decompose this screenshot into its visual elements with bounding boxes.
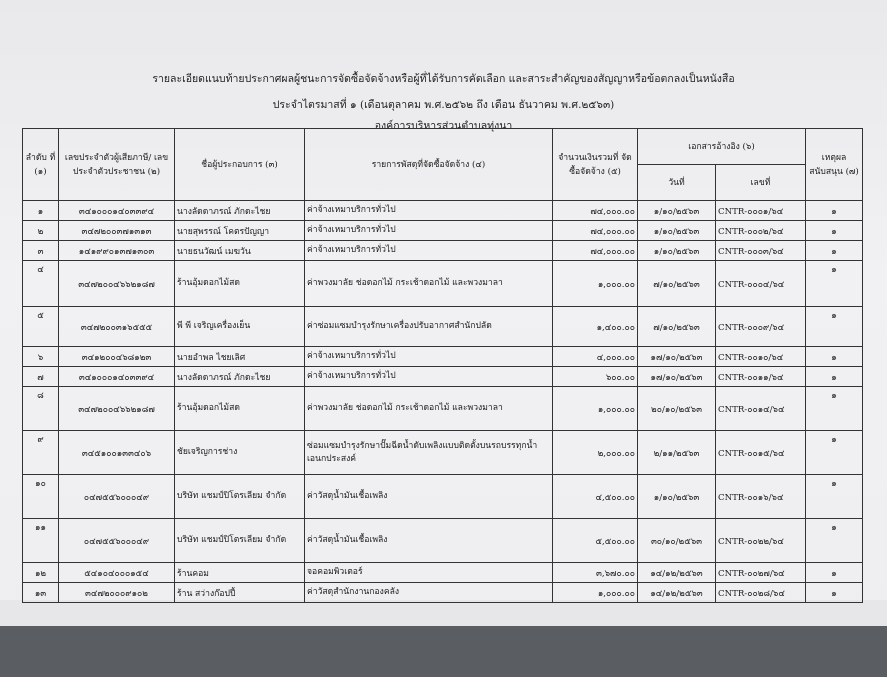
cell-item: ค่าจ้างเหมาบริการทั่วไป	[305, 367, 553, 387]
cell-amount: ๕,๕๐๐.๐๐	[553, 519, 638, 563]
cell-date: ๑๗/๑๐/๒๕๖๓	[638, 347, 716, 367]
table-row	[23, 387, 863, 431]
cell-vendor: นายธนวัฒน์ เมฆวัน	[175, 241, 305, 261]
cell-item: ค่าพวงมาลัย ช่อดอกไม้ กระเช้าดอกไม้ และพวงมาลา	[305, 387, 553, 431]
cell-date: ๑/๑๐/๒๕๖๓	[638, 221, 716, 241]
cell-no: ๔	[23, 261, 59, 307]
header-refno: เลขที่	[716, 165, 806, 201]
cell-vendor: ร้าน สว่างก๊อปปี้	[175, 583, 305, 603]
cell-refno: CNTR-๐๐๑๕/๖๔	[716, 431, 806, 475]
cell-no: ๑๑	[23, 519, 59, 563]
table-row	[23, 347, 863, 367]
cell-taxid: ๓๔๗๒๐๐๓๗๑๓๑๓	[59, 221, 175, 241]
cell-refno: CNTR-๐๐๐๓/๖๔	[716, 241, 806, 261]
cell-reason: ๑	[806, 367, 863, 387]
table-row	[23, 261, 863, 307]
cell-item: ค่าจ้างเหมาบริการทั่วไป	[305, 221, 553, 241]
cell-amount: ๔,๕๐๐.๐๐	[553, 475, 638, 519]
organization-name: องค์การบริหารส่วนตำบลทุ่งนา	[374, 120, 513, 132]
cell-reason: ๑	[806, 563, 863, 583]
cell-item: ค่าวัสดุน้ำมันเชื้อเพลิง	[305, 475, 553, 519]
cell-refno: CNTR-๐๐๑๖/๖๔	[716, 475, 806, 519]
cell-no: ๑	[23, 201, 59, 221]
table-row	[23, 519, 863, 563]
cell-vendor: ชัยเจริญการช่าง	[175, 431, 305, 475]
cell-refno: CNTR-๐๐๐๙/๖๔	[716, 307, 806, 347]
header-reason: เหตุผลสนับสนุน (๗)	[806, 129, 863, 201]
cell-date: ๑/๑๐/๒๕๖๓	[638, 241, 716, 261]
cell-reason: ๑	[806, 583, 863, 603]
cell-taxid: ๓๔๑๐๐๐๑๔๐๓๓๙๔	[59, 367, 175, 387]
table-row	[23, 583, 863, 603]
cell-taxid: ๑๔๑๙๙๐๑๓๗๑๓๐๓	[59, 241, 175, 261]
cell-vendor: นายอำพล ไชยเลิศ	[175, 347, 305, 367]
cell-taxid: ๓๔๑๐๐๐๑๔๐๓๓๙๔	[59, 201, 175, 221]
cell-date: ๑/๑๐/๒๕๖๓	[638, 201, 716, 221]
cell-taxid: ๓๔๕๑๐๐๑๓๓๔๐๖	[59, 431, 175, 475]
header-taxid: เลขประจำตัวผู้เสียภาษี/ เลขประจำตัวประชาชน (๒)	[59, 129, 175, 201]
cell-vendor: พี พี เจริญเครื่องเย็น	[175, 307, 305, 347]
cell-date: ๒/๑๑/๒๕๖๓	[638, 431, 716, 475]
cell-date: ๗/๑๐/๒๕๖๓	[638, 261, 716, 307]
cell-vendor: ร้านอุ้มดอกไม้สด	[175, 261, 305, 307]
cell-no: ๒	[23, 221, 59, 241]
table-row	[23, 431, 863, 475]
cell-refno: CNTR-๐๐๐๑/๖๔	[716, 201, 806, 221]
header-date: วันที่	[638, 165, 716, 201]
cell-vendor: บริษัท แชมป์ปิโตรเลียม จำกัด	[175, 475, 305, 519]
cell-taxid: ๓๔๗๒๐๐๔๖๖๒๑๘๗	[59, 261, 175, 307]
cell-date: ๑/๑๐/๒๕๖๓	[638, 475, 716, 519]
cell-date: ๑๔/๑๒/๒๕๖๓	[638, 563, 716, 583]
cell-amount: ๓,๖๗๐.๐๐	[553, 563, 638, 583]
cell-vendor: บริษัท แชมป์ปิโตรเลียม จำกัด	[175, 519, 305, 563]
header-item: รายการพัสดุที่จัดซื้อจัดจ้าง (๔)	[305, 129, 553, 201]
cell-no: ๙	[23, 431, 59, 475]
cell-no: ๑๓	[23, 583, 59, 603]
cell-reason: ๑	[806, 519, 863, 563]
top-scribble	[300, 0, 500, 10]
cell-reason: ๑	[806, 387, 863, 431]
cell-reason: ๑	[806, 201, 863, 221]
cell-vendor: ร้านอุ้มดอกไม้สด	[175, 387, 305, 431]
cell-taxid: ๓๔๗๒๐๐๔๖๖๒๑๘๗	[59, 387, 175, 431]
cell-amount: ๔,๐๐๐.๐๐	[553, 347, 638, 367]
cell-reason: ๑	[806, 221, 863, 241]
cell-vendor: นายสุพรรณ์ โคตรปัญญา	[175, 221, 305, 241]
table-row	[23, 563, 863, 583]
cell-taxid: ๕๔๑๐๔๐๐๐๑๕๔	[59, 563, 175, 583]
header-vendor: ชื่อผู้ประกอบการ (๓)	[175, 129, 305, 201]
cell-no: ๑๒	[23, 563, 59, 583]
table-row	[23, 475, 863, 519]
cell-item: ซ่อมแซมบำรุงรักษาปั๊มฉีดน้ำดับเพลิงแบบติดตั้งบนรถบรรทุกน้ำเอนกประสงค์	[305, 431, 553, 475]
cell-amount: ๖๐๐.๐๐	[553, 367, 638, 387]
cell-amount: ๗๔,๐๐๐.๐๐	[553, 201, 638, 221]
table-row	[23, 367, 863, 387]
background-surface	[0, 626, 887, 677]
cell-refno: CNTR-๐๐๑๔/๖๔	[716, 387, 806, 431]
cell-vendor: นางลัดดาภรณ์ ภักดะไชย	[175, 367, 305, 387]
cell-amount: ๑,๔๐๐.๐๐	[553, 307, 638, 347]
cell-amount: ๑,๐๐๐.๐๐	[553, 387, 638, 431]
cell-no: ๘	[23, 387, 59, 431]
table-row	[23, 241, 863, 261]
cell-amount: ๑,๐๐๐.๐๐	[553, 583, 638, 603]
cell-taxid: ๓๔๑๒๐๐๔๖๘๑๒๓	[59, 347, 175, 367]
cell-vendor: ร้านคอม	[175, 563, 305, 583]
table-body	[23, 201, 863, 603]
cell-refno: CNTR-๐๐๒๒/๖๔	[716, 519, 806, 563]
cell-amount: ๒,๐๐๐.๐๐	[553, 431, 638, 475]
cell-no: ๕	[23, 307, 59, 347]
cell-refno: CNTR-๐๐๑๑/๖๔	[716, 367, 806, 387]
cell-no: ๖	[23, 347, 59, 367]
cell-refno: CNTR-๐๐๒๘/๖๔	[716, 583, 806, 603]
header-ref-group: เอกสารอ้างอิง (๖)	[638, 129, 806, 165]
cell-no: ๑๐	[23, 475, 59, 519]
cell-no: ๗	[23, 367, 59, 387]
cell-date: ๑๗/๑๐/๒๕๖๓	[638, 367, 716, 387]
header-no: ลำดับ ที่ (๑)	[23, 129, 59, 201]
cell-refno: CNTR-๐๐๐๔/๖๔	[716, 261, 806, 307]
cell-reason: ๑	[806, 347, 863, 367]
table-row	[23, 201, 863, 221]
cell-date: ๓๐/๑๐/๒๕๖๓	[638, 519, 716, 563]
cell-item: ค่าวัสดุสำนักงานกองคลัง	[305, 583, 553, 603]
cell-reason: ๑	[806, 431, 863, 475]
cell-vendor: นางลัดดาภรณ์ ภักดะไชย	[175, 201, 305, 221]
cell-item: ค่าจ้างเหมาบริการทั่วไป	[305, 347, 553, 367]
cell-amount: ๗๔,๐๐๐.๐๐	[553, 221, 638, 241]
cell-amount: ๗๔,๐๐๐.๐๐	[553, 241, 638, 261]
cell-taxid: ๓๔๗๒๐๐๓๑๖๕๕๕	[59, 307, 175, 347]
procurement-table	[22, 128, 863, 603]
cell-taxid: ๐๔๗๕๕๖๐๐๐๔๙	[59, 519, 175, 563]
cell-item: จอคอมพิวเตอร์	[305, 563, 553, 583]
table-row	[23, 221, 863, 241]
cell-item: ค่าวัสดุน้ำมันเชื้อเพลิง	[305, 519, 553, 563]
table-row	[23, 307, 863, 347]
cell-reason: ๑	[806, 307, 863, 347]
cell-item: ค่าพวงมาลัย ช่อดอกไม้ กระเช้าดอกไม้ และพวงมาลา	[305, 261, 553, 307]
cell-date: ๗/๑๐/๒๕๖๓	[638, 307, 716, 347]
cell-refno: CNTR-๐๐๐๒/๖๔	[716, 221, 806, 241]
cell-item: ค่าจ้างเหมาบริการทั่วไป	[305, 201, 553, 221]
cell-reason: ๑	[806, 241, 863, 261]
cell-refno: CNTR-๐๐๑๐/๖๔	[716, 347, 806, 367]
cell-reason: ๑	[806, 475, 863, 519]
document-title: รายละเอียดแนบท้ายประกาศผลผู้ชนะการจัดซื้อจัดจ้างหรือผู้ที่ได้รับการคัดเลือก และสาระสำคัญของสัญญาหรือข้อตกลงเป็นหนังสือ	[152, 73, 735, 85]
cell-refno: CNTR-๐๐๒๗/๖๔	[716, 563, 806, 583]
cell-no: ๓	[23, 241, 59, 261]
cell-amount: ๑,๐๐๐.๐๐	[553, 261, 638, 307]
cell-reason: ๑	[806, 261, 863, 307]
cell-item: ค่าซ่อมแซมบำรุงรักษาเครื่องปรับอากาศสำนักปลัด	[305, 307, 553, 347]
header-amount: จำนวนเงินรวมที่ จัดซื้อจัดจ้าง (๕)	[553, 129, 638, 201]
cell-taxid: ๐๔๗๕๕๖๐๐๐๔๙	[59, 475, 175, 519]
document-period: ประจำไตรมาสที่ ๑ (เดือนตุลาคม พ.ศ.๒๕๖๒ ถึง เดือน ธันวาคม พ.ศ.๒๕๖๓)	[272, 99, 615, 111]
cell-date: ๒๐/๑๐/๒๕๖๓	[638, 387, 716, 431]
cell-taxid: ๓๔๗๒๐๐๐๙๑๐๒	[59, 583, 175, 603]
cell-date: ๑๔/๑๒/๒๕๖๓	[638, 583, 716, 603]
cell-item: ค่าจ้างเหมาบริการทั่วไป	[305, 241, 553, 261]
